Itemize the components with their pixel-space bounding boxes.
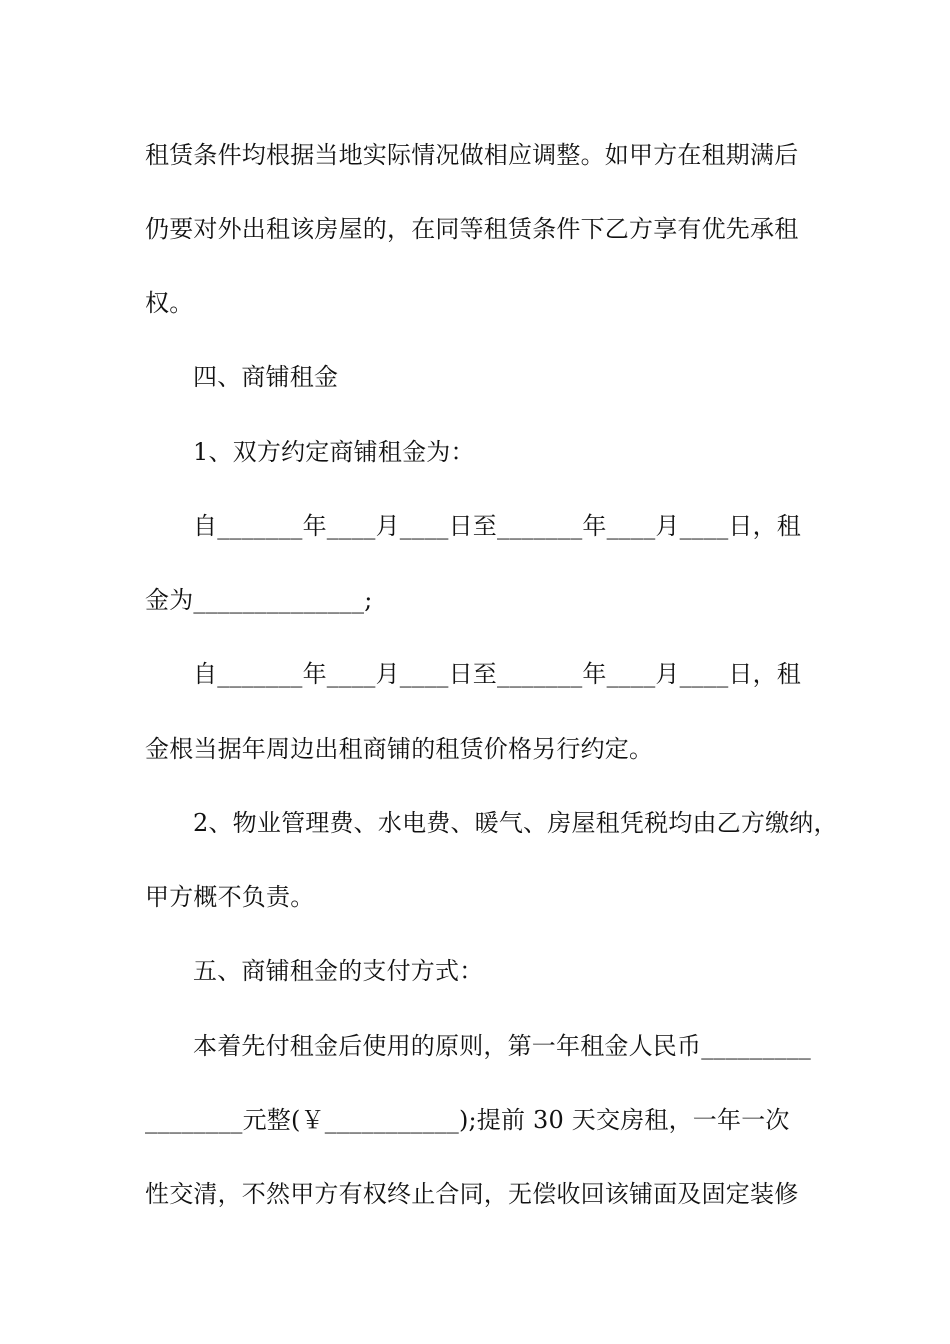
text-line: 权。 [145,289,194,317]
section-heading: 五、商铺租金的支付方式： [193,957,484,985]
text-line: 2、物业管理费、水电费、暖气、房屋租凭税均由乙方缴纳， [193,809,838,837]
text-line: 性交清，不然甲方有权终止合同，无偿收回该铺面及固定装修 [145,1180,799,1208]
section-heading: 四、商铺租金 [193,363,339,391]
text-line: 仍要对外出租该房屋的，在同等租赁条件下乙方享有优先承租 [145,215,799,243]
text-line: 租赁条件均根据当地实际情况做相应调整。如甲方在租期满后 [145,141,799,169]
text-line: 1、双方约定商铺租金为： [193,438,475,466]
text-line: 甲方概不负责。 [145,883,315,911]
text-line: 本着先付租金后使用的原则，第一年租金人民币_________ [193,1032,811,1060]
text-line: 自_______年____月____日至_______年____月____日，租 [193,512,801,540]
text-line: 金为______________; [145,586,373,614]
text-line: 自_______年____月____日至_______年____月____日，租 [193,660,801,688]
text-line: ________元整(￥___________);提前 30 天交房租，一年一次 [145,1106,790,1134]
text-line: 金根当据年周边出租商铺的租赁价格另行约定。 [145,735,654,763]
